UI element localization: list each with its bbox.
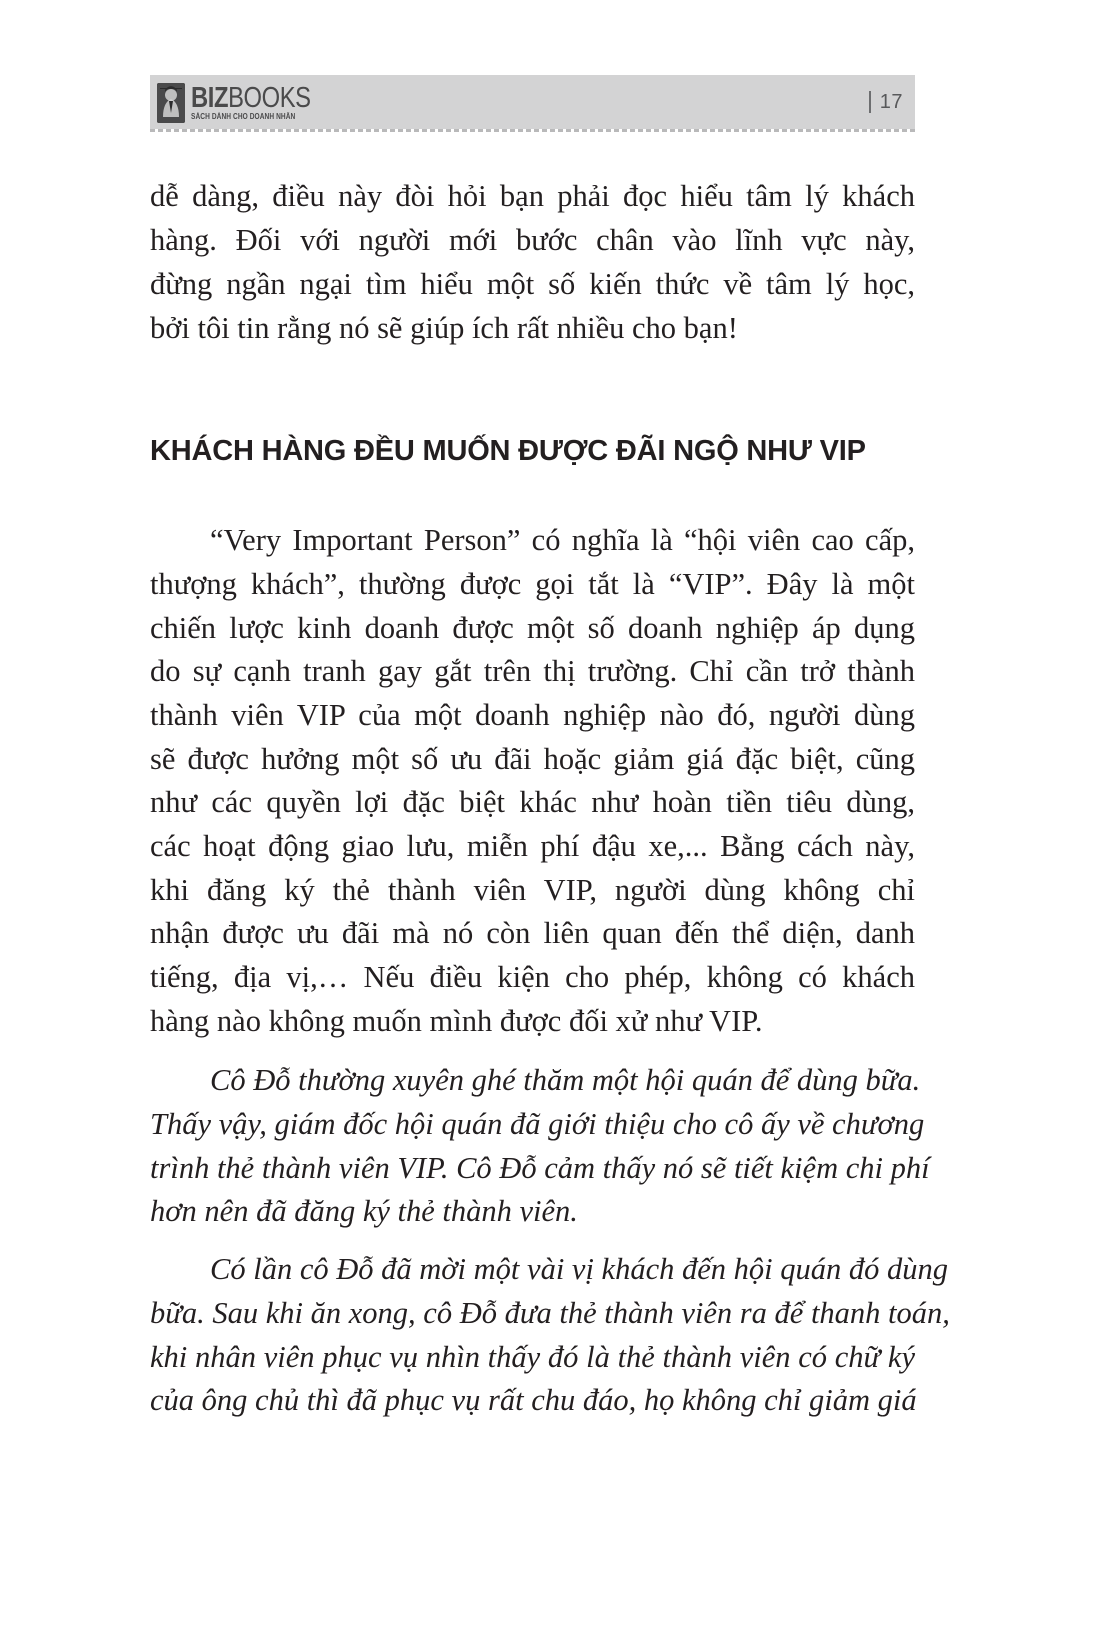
text-line: sẽ được hưởng một số ưu đãi hoặc giảm giá đặc biệt, cũng [150, 742, 915, 776]
text-line: khi nhân viên phục vụ nhìn thấy đó là thẻ thành viên có chữ ký [150, 1340, 915, 1374]
page-number: 17 [879, 90, 903, 113]
text-line: hơn nên đã đăng ký thẻ thành viên. [150, 1194, 578, 1228]
bizbooks-portrait-logo-icon [157, 83, 185, 123]
text-line: đừng ngần ngại tìm hiểu một số kiến thức về tâm lý học, [150, 267, 915, 301]
text-line: của ông chủ thì đã phục vụ rất chu đáo, họ không chỉ giảm giá [150, 1383, 917, 1417]
text-line: bởi tôi tin rằng nó sẽ giúp ích rất nhiều cho bạn! [150, 311, 738, 345]
page-number-block [869, 89, 903, 115]
page-number-divider [869, 91, 871, 113]
text-line: các hoạt động giao lưu, miễn phí đậu xe,... Bằng cách này, [150, 829, 915, 863]
section-heading: KHÁCH HÀNG ĐỀU MUỐN ĐƯỢC ĐÃI NGỘ NHƯ VIP [150, 435, 866, 467]
text-line: “Very Important Person” có nghĩa là “hội viên cao cấp, [210, 523, 915, 557]
text-line: như các quyền lợi đặc biệt khác như hoàn tiền tiêu dùng, [150, 785, 915, 819]
text-line: Cô Đỗ thường xuyên ghé thăm một hội quán để dùng bữa. [210, 1063, 921, 1097]
text-line: Thấy vậy, giám đốc hội quán đã giới thiệu cho cô ấy về chương [150, 1107, 925, 1141]
text-line: hàng. Đối với người mới bước chân vào lĩnh vực này, [150, 223, 915, 257]
text-line: do sự cạnh tranh gay gắt trên thị trường. Chỉ cần trở thành [150, 654, 915, 688]
text-line: thành viên VIP của một doanh nghiệp nào đó, người dùng [150, 698, 915, 732]
text-line: bữa. Sau khi ăn xong, cô Đỗ đưa thẻ thành viên ra để thanh toán, [150, 1296, 950, 1330]
text-line: trình thẻ thành viên VIP. Cô Đỗ cảm thấy nó sẽ tiết kiệm chi phí [150, 1151, 930, 1185]
text-line: chiến lược kinh doanh được một số doanh nghiệp áp dụng [150, 611, 915, 645]
text-line: hàng nào không muốn mình được đối xử như VIP. [150, 1004, 763, 1038]
text-line: nhận được ưu đãi mà nó còn liên quan đến thể diện, danh [150, 916, 915, 950]
text-line: thượng khách”, thường được gọi tắt là “VIP”. Đây là một [150, 567, 915, 601]
publisher-name-light: BOOKS [228, 82, 311, 114]
publisher-name-strong: BIZ [191, 82, 229, 114]
text-line: Có lần cô Đỗ đã mời một vài vị khách đến hội quán đó dùng [210, 1252, 949, 1286]
publisher-logo [157, 82, 337, 124]
publisher-tagline: SÁCH DÀNH CHO DOANH NHÂN [191, 112, 296, 121]
publisher-name [191, 84, 311, 112]
running-header [150, 75, 915, 129]
text-line: tiếng, địa vị,… Nếu điều kiện cho phép, không có khách [150, 960, 915, 994]
text-line: dễ dàng, điều này đòi hỏi bạn phải đọc hiểu tâm lý khách [150, 179, 915, 213]
text-line: khi đăng ký thẻ thành viên VIP, người dùng không chỉ [150, 873, 915, 907]
